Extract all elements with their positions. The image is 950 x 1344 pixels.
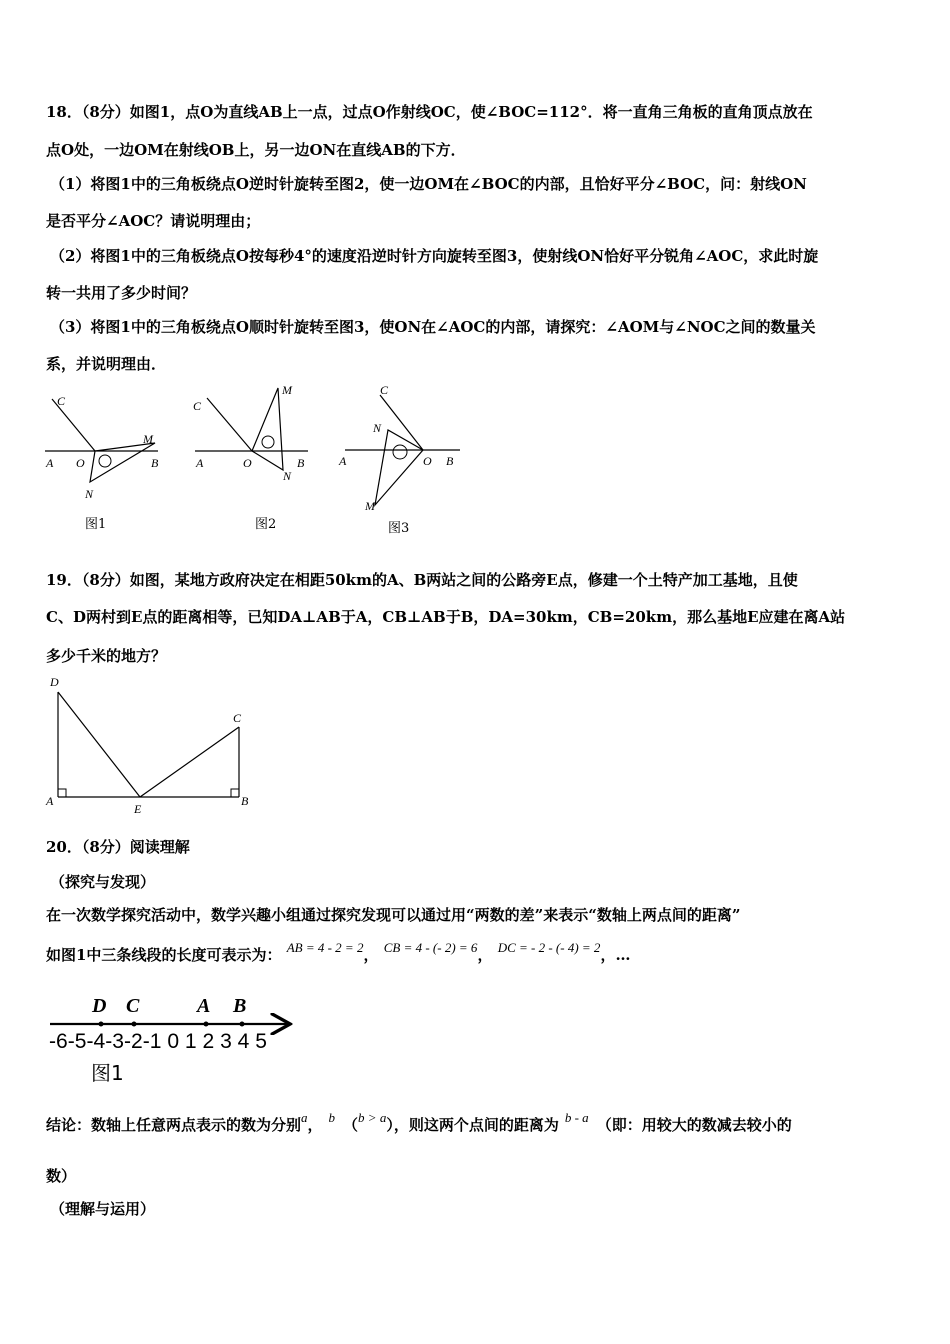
fig1-caption: 图1 [85, 517, 107, 532]
q19-label-b: B [241, 794, 249, 808]
q20-line-2: （探究与发现） [50, 873, 156, 891]
q18-line-7: （3）将图1中的三角板绕点O顺时针旋转至图3，使ON在∠AOC的内部，请探究：∠AOM与∠NOC之间的数量关 [50, 318, 816, 336]
fig1-label-m: M [143, 432, 153, 446]
q20-line-1: 20．（8分）阅读理解 [46, 838, 190, 856]
q20-line-last: （理解与运用） [50, 1200, 156, 1218]
fig1-label-c: C [57, 394, 66, 408]
q20-line-3: 在一次数学探究活动中，数学兴趣小组通过探究发现可以通过用“两数的差”来表示“数轴上两点间的距离” [46, 906, 741, 924]
fig3-label-m: M [365, 499, 375, 513]
q18-figure-3 [335, 380, 470, 540]
sep-1: ， [363, 946, 379, 964]
fig3-caption: 图3 [388, 521, 410, 536]
nl-point-d: D [92, 995, 107, 1017]
eq-ab: AB = 4 - 2 = 2 [286, 940, 364, 955]
q18-line-8: 系，并说明理由． [46, 355, 167, 373]
var-b: b [328, 1110, 336, 1125]
fig3-label-b: B [446, 454, 454, 468]
comma: ， [307, 1116, 323, 1134]
q18-line-1: 18．（8分）如图1，点O为直线AB上一点，过点O作射线OC，使∠BOC=112°．将一直角三角板的直角顶点放在 [46, 103, 813, 121]
fig1-label-o: O [76, 456, 85, 470]
fig1-label-n: N [85, 487, 94, 501]
q19-line-2: C、D两村到E点的距离相等，已知DA⊥AB于A，CB⊥AB于B，DA=30km，CB=20km，那么基地E应建在离A站 [46, 608, 846, 626]
q19-figure [40, 670, 270, 820]
number-line-figure [45, 990, 295, 1085]
eq-cb: CB = 4 - (- 2) = 6 [383, 940, 478, 955]
conclusion-a: 结论：数轴上任意两点表示的数为分别 [46, 1116, 302, 1134]
fig3-label-n: N [373, 421, 382, 435]
fig2-label-b: B [297, 456, 305, 470]
fig2-caption: 图2 [255, 517, 277, 532]
q19-label-c: C [233, 711, 242, 725]
q19-line-3: 多少千米的地方？ [46, 647, 167, 665]
q18-line-6: 转一共用了多少时间？ [46, 284, 197, 302]
fig1-label-a: A [46, 456, 54, 470]
q20-line-4-prefix: 如图1中三条线段的长度可表示为： [46, 946, 282, 964]
eq-dc: DC = - 2 - (- 4) = 2 [497, 940, 601, 955]
fig2-label-a: A [196, 456, 204, 470]
conclusion-b: ），则这两个点间的距离为 [386, 1116, 559, 1134]
cond-b-gt-a: b > a [358, 1110, 387, 1125]
q18-figure-1 [40, 385, 170, 535]
ellipsis: ，… [600, 946, 631, 964]
fig2-label-n: N [283, 469, 292, 483]
nl-tick-labels: -6-5-4-3-2-1 0 1 2 3 4 5 [49, 1030, 267, 1053]
nl-point-b: B [233, 995, 247, 1017]
var-a: a [301, 1110, 308, 1125]
fig3-label-o: O [423, 454, 432, 468]
nl-point-a: A [197, 995, 211, 1017]
fig2-label-m: M [282, 383, 292, 397]
fig1-label-b: B [151, 456, 159, 470]
q19-label-a: A [46, 794, 54, 808]
sep-2: ， [477, 946, 493, 964]
q20-conclusion-line [46, 1110, 792, 1136]
q18-line-4: 是否平分∠AOC？请说明理由； [46, 212, 261, 230]
fig3-label-c: C [380, 383, 389, 397]
q19-line-1: 19．（8分）如图，某地方政府决定在相距50km的A、B两站之间的公路旁E点，修建一个土特产加工基地，且使 [46, 571, 798, 589]
q18-figure-2 [190, 380, 320, 535]
diff-b-minus-a: b - a [564, 1110, 589, 1125]
q20-line-4 [46, 940, 631, 966]
fig2-label-o: O [243, 456, 252, 470]
conclusion-c: （即：用较大的数减去较小的 [596, 1116, 792, 1134]
q18-line-3: （1）将图1中的三角板绕点O逆时针旋转至图2，使一边OM在∠BOC的内部，且恰好平分∠BOC，问：射线ON [50, 175, 807, 193]
q18-line-2: 点O处，一边OM在射线OB上，另一边ON在直线AB的下方． [46, 141, 466, 159]
q19-label-d: D [50, 675, 59, 689]
q19-label-e: E [134, 802, 142, 816]
paren-open: （ [343, 1116, 359, 1134]
fig3-label-a: A [339, 454, 347, 468]
fig2-label-c: C [193, 399, 202, 413]
conclusion-d: 数） [46, 1167, 77, 1185]
q18-line-5: （2）将图1中的三角板绕点O按每秒4°的速度沿逆时针方向旋转至图3，使射线ON恰好平分锐角∠AOC，求此时旋 [50, 247, 819, 265]
nl-caption: 图1 [91, 1061, 124, 1085]
nl-point-c: C [126, 995, 140, 1017]
